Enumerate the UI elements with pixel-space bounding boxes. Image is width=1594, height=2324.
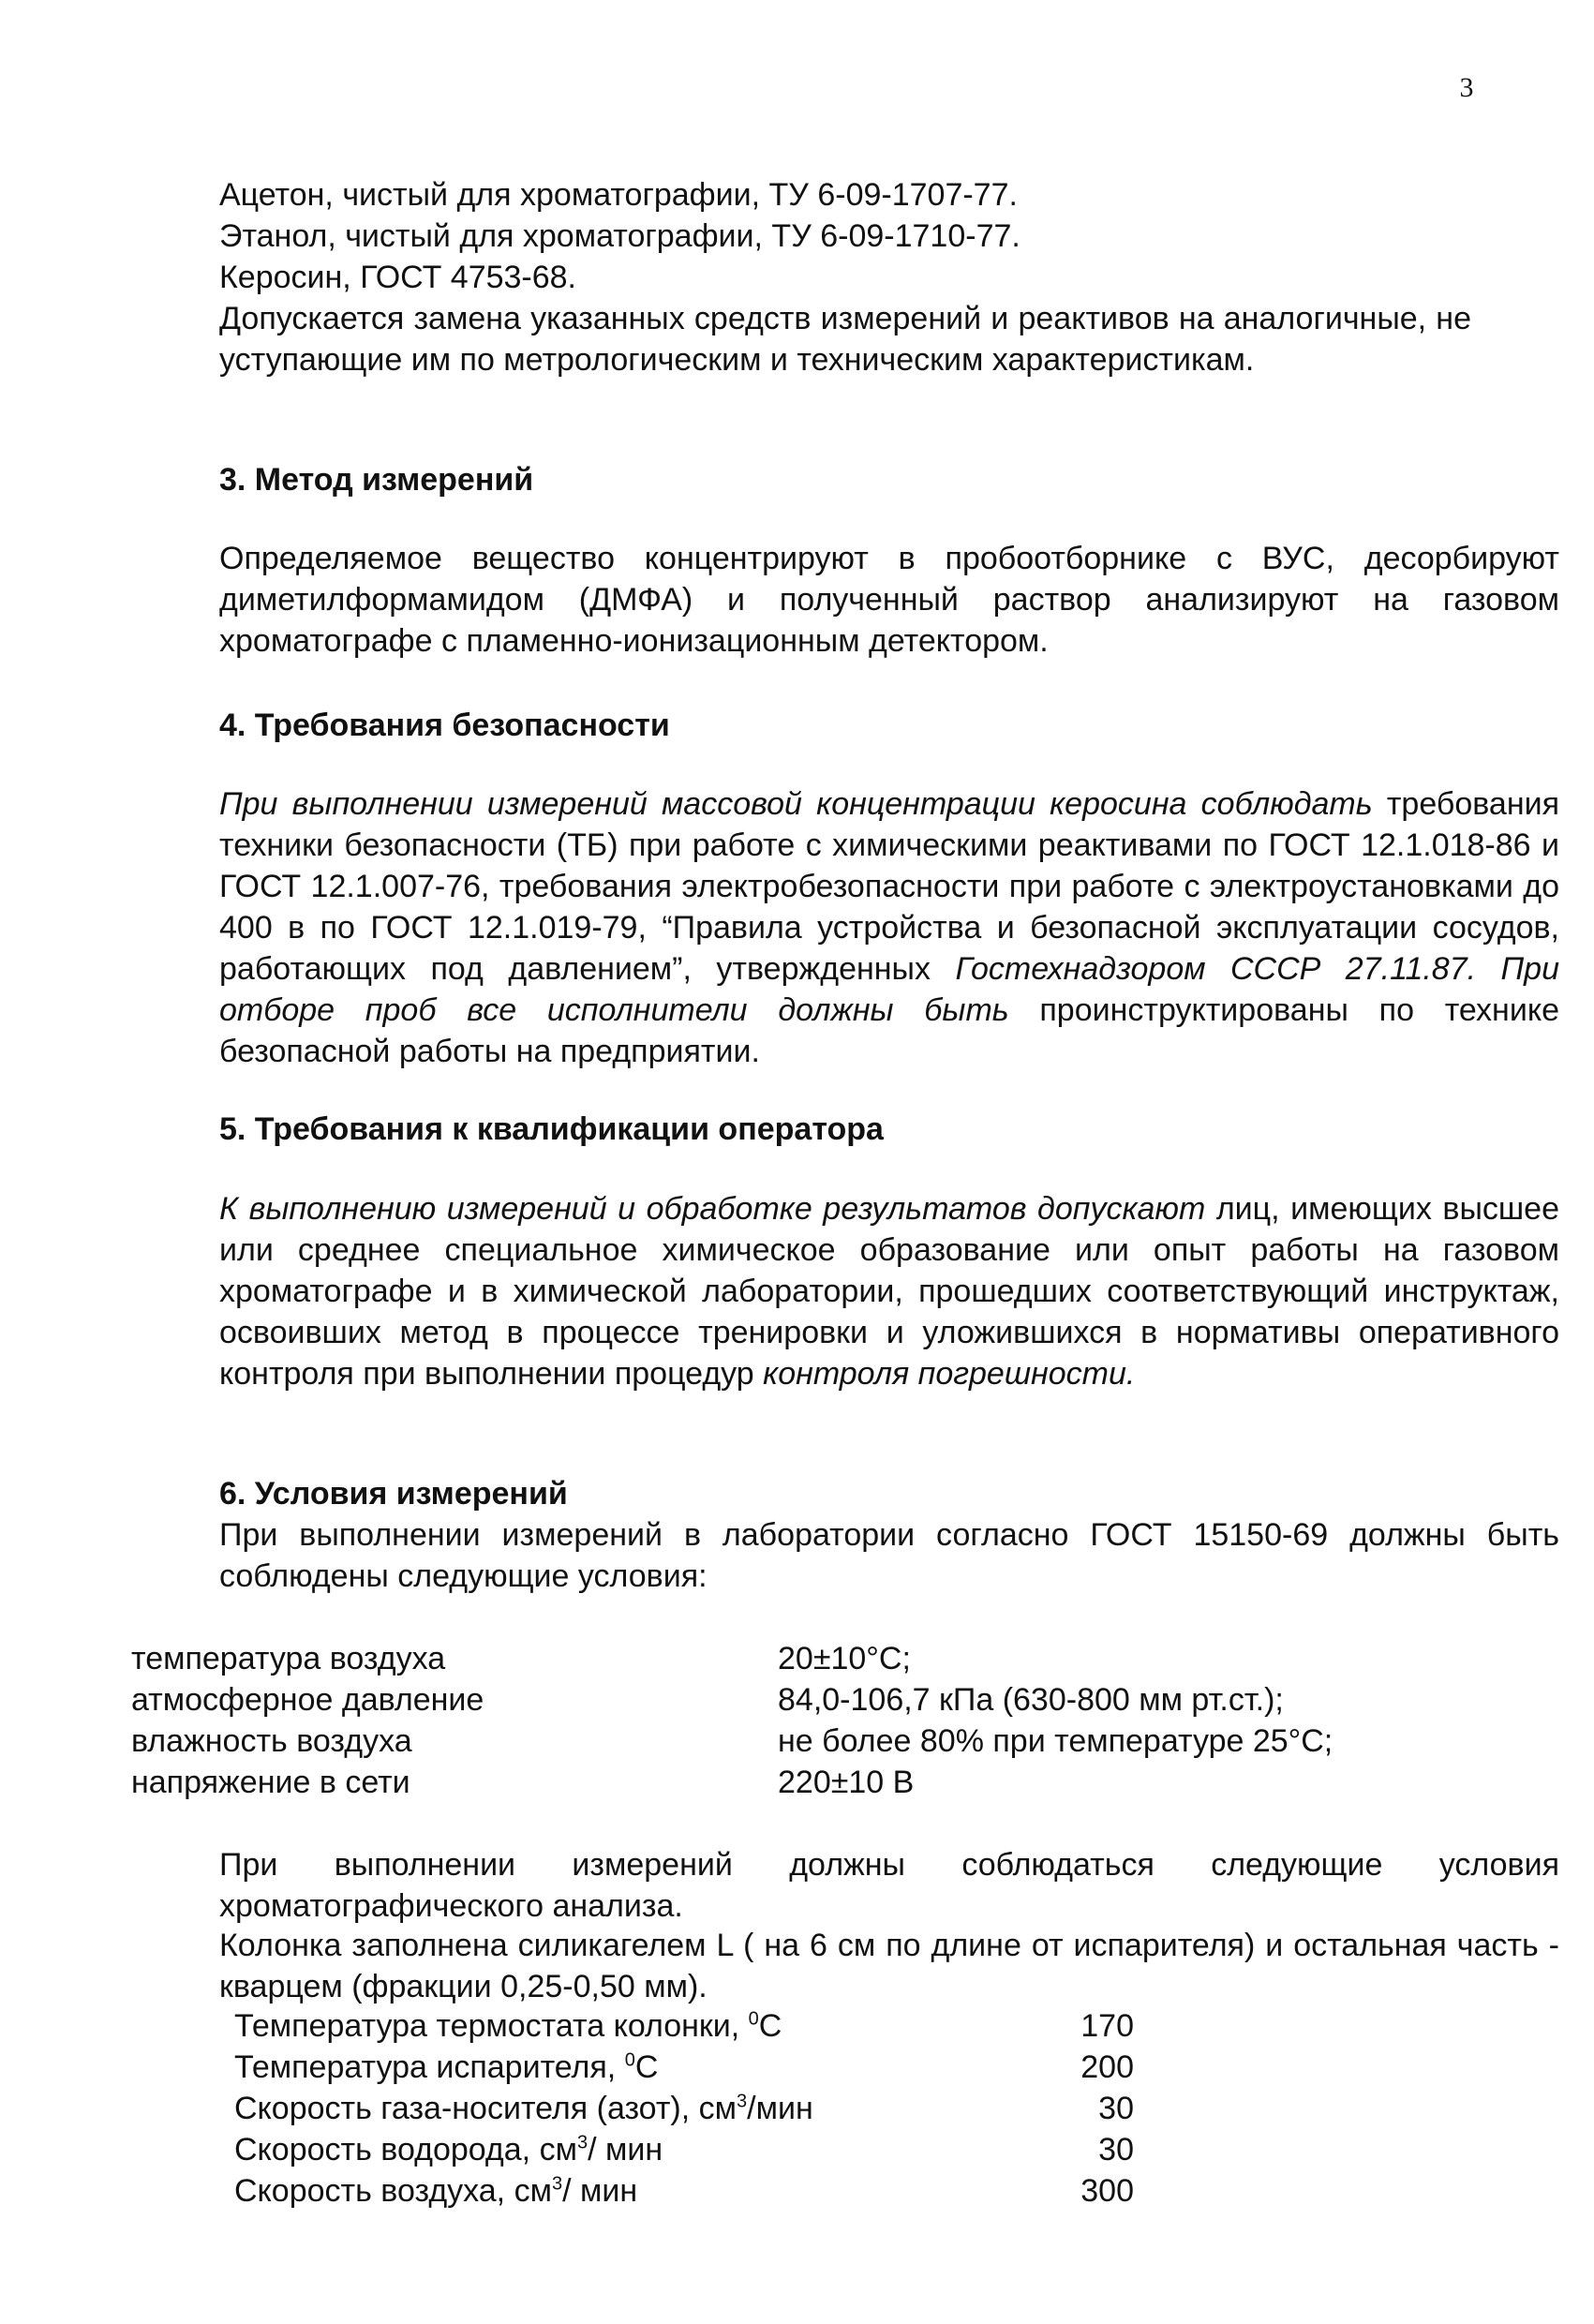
- condition-name: влажность воздуха: [131, 1723, 412, 1759]
- section-6-intro: При выполнении измерений в лаборатории согласно ГОСТ 15150-69 должны быть соблюдены следующие условия:: [219, 1517, 1559, 1594]
- condition-value: 220±10 В: [778, 1765, 915, 1800]
- condition-row: [131, 1638, 1471, 1679]
- chrom-params-table: [131, 2005, 1471, 2212]
- condition-row: [131, 1721, 1471, 1762]
- param-row: [131, 2005, 1471, 2047]
- param-value: 300: [1080, 2173, 1134, 2209]
- section-3-title: 3. Метод измерений: [219, 462, 534, 498]
- param-row: [131, 2088, 1471, 2129]
- param-name: Скорость воздуха, $см^3/$ мин: [234, 2173, 638, 2209]
- reagent-item: Ацетон, чистый для хроматографии, ТУ 6-09-1707-77.: [219, 177, 1018, 213]
- condition-value: 20±10°С;: [778, 1641, 911, 1676]
- condition-name: напряжение в сети: [131, 1765, 410, 1800]
- reagent-item: Керосин, ГОСТ 4753-68.: [219, 260, 577, 295]
- reagent-item: Этанол, чистый для хроматографии, ТУ 6-09-1710-77.: [219, 218, 1020, 254]
- condition-value: не более 80% при температуре 25°С;: [778, 1723, 1333, 1759]
- section-3-text: Определяемое вещество концентрируют в пробоотборнике с ВУС, десорбируют диметилформамидом (ДМФА) и полученный раствор анализируют на газовом хроматографе с пламенно-ионизационным детектором.: [219, 541, 1559, 659]
- section-4-text-italic: При выполнении измерений массовой концентрации керосина соблюдать: [219, 786, 1373, 822]
- section-4-text: [131, 783, 1559, 1072]
- section-4-title: 4. Требования безопасности: [219, 708, 670, 743]
- section-4-text-regular: требования техники безопасности (ТБ) при работе с химическими реактивами по ГОСТ 12.1.018-86 и ГОСТ 12.1.007-76, требования электробезопасности при работе с электроустановками до 400 в по ГОСТ 12.1.019-79, “Правила устройства и безопасной эксплуатации сосудов, работающих под давлением”, утвержденных: [219, 786, 1559, 987]
- param-row: [131, 2170, 1471, 2212]
- section-5-text-italic: контроля погрешности.: [763, 1356, 1136, 1392]
- param-value: 200: [1080, 2049, 1134, 2085]
- section-5-text: [131, 1188, 1559, 1394]
- condition-name: атмосферное давление: [131, 1682, 484, 1718]
- reagents-block: [131, 174, 1471, 380]
- section-4-text-italic: Гостехнадзором СССР 27.11.87. При отборе проб все исполнители должны быть: [219, 951, 1559, 1028]
- condition-row: [131, 1762, 1471, 1803]
- param-value: 30: [1098, 2091, 1134, 2126]
- condition-row: [131, 1679, 1471, 1721]
- replacement-note: Допускается замена указанных средств измерений и реактивов на аналогичные, не уступающие им по метрологическим и техническим характеристикам.: [219, 301, 1471, 378]
- chrom-intro: При выполнении измерений должны соблюдаться следующие условия хроматографического анализа.: [219, 1847, 1559, 1924]
- param-row: [131, 2129, 1471, 2170]
- condition-value: 84,0-106,7 кПа (630-800 мм рт.ст.);: [778, 1682, 1284, 1718]
- section-5-text-regular: лиц, имеющих высшее или среднее специальное химическое образование или опыт работы на газовом хроматографе и в химической лаборатории, прошедших соответствующий инструктаж, освоивших метод в процессе тренировки и уложившихся в нормативы оперативного контроля при выполнении процедур: [219, 1191, 1559, 1392]
- conditions-table: [131, 1638, 1471, 1803]
- condition-name: температура воздуха: [131, 1641, 446, 1676]
- section-5-text-italic: К выполнению измерений и обработке результатов допускают: [219, 1191, 1206, 1227]
- param-name: Скорость водорода, $см^3/$ мин: [234, 2132, 663, 2168]
- param-name: Температура термостата колонки, $^0$С: [234, 2008, 782, 2044]
- param-value: 30: [1098, 2132, 1134, 2168]
- param-row: [131, 2047, 1471, 2088]
- page-number: 3: [1459, 72, 1474, 103]
- section-6-title: 6. Условия измерений: [219, 1476, 568, 1512]
- column-text: Колонка заполнена силикагелем L ( на 6 см по длине от испарителя) и остальная часть - кварцем (фракции 0,25-0,50 мм).: [219, 1928, 1559, 2004]
- param-name: Температура испарителя, $^0$С: [234, 2049, 659, 2085]
- section-4-text-regular: проинструктированы по технике безопасной работы на предприятии.: [219, 992, 1559, 1069]
- param-name: Скорость газа-носителя (азот), $см^3$/мин: [234, 2091, 813, 2126]
- param-value: 170: [1080, 2008, 1134, 2044]
- section-5-title: 5. Требования к квалификации оператора: [219, 1111, 884, 1147]
